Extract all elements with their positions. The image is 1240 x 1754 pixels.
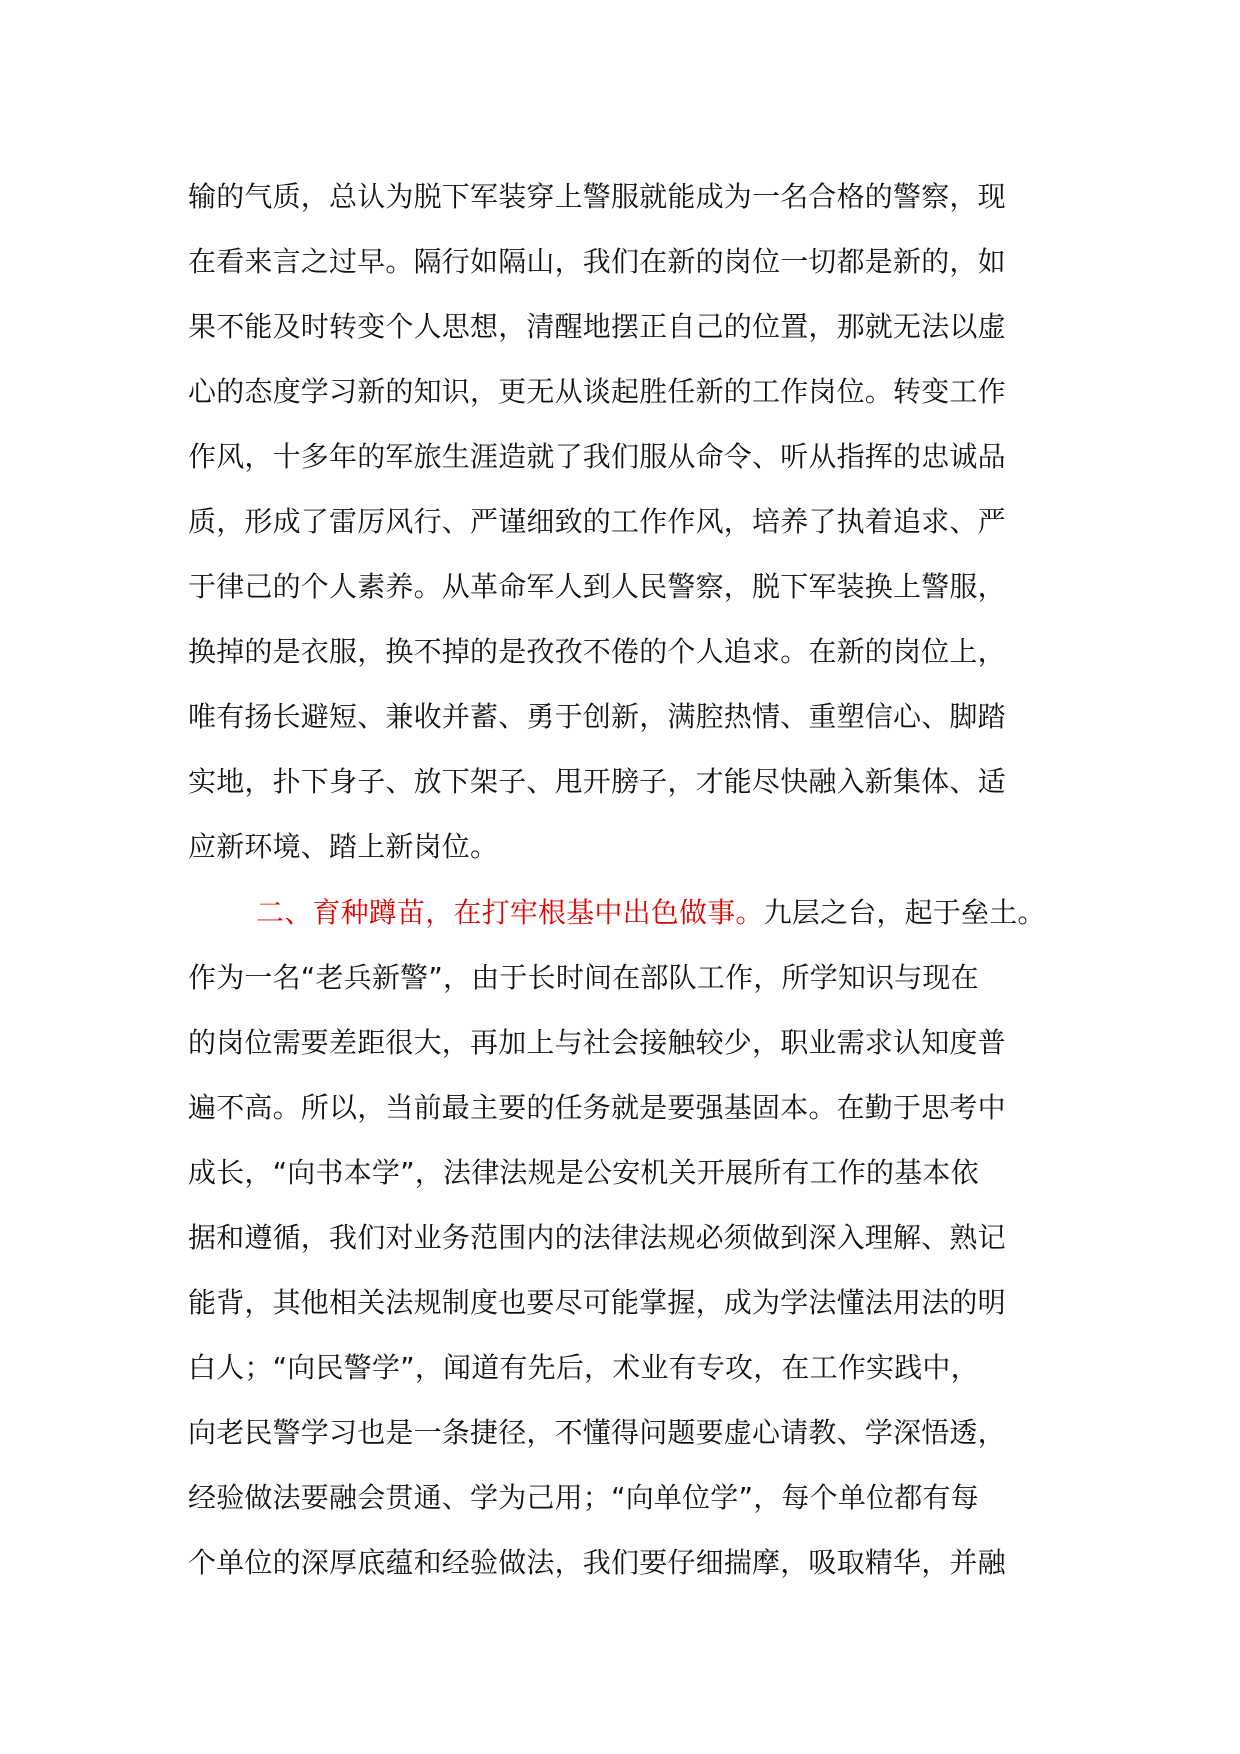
paragraph-line: 质，形成了雷厉风行、严谨细致的工作作风，培养了执着追求、严 xyxy=(188,505,1006,538)
paragraph-line: 白人；“向民警学”，闻道有先后，术业有专攻，在工作实践中， xyxy=(188,1351,979,1384)
section-heading: 二、育种蹲苗，在打牢根基中出色做事。 xyxy=(256,896,764,929)
paragraph-line: 实地，扑下身子、放下架子、甩开膀子，才能尽快融入新集体、适 xyxy=(188,765,1006,798)
paragraph-line: 能背，其他相关法规制度也要尽可能掌握，成为学法懂法用法的明 xyxy=(188,1286,1006,1319)
paragraph-line: 遍不高。所以，当前最主要的任务就是要强基固本。在勤于思考中 xyxy=(188,1091,1006,1124)
paragraph-line: 于律己的个人素养。从革命军人到人民警察，脱下军装换上警服， xyxy=(188,570,1006,603)
paragraph-line: 在看来言之过早。隔行如隔山，我们在新的岗位一切都是新的，如 xyxy=(188,245,1006,278)
paragraph-line: 作为一名“老兵新警”，由于长时间在部队工作，所学知识与现在 xyxy=(188,961,979,994)
paragraph-line: 经验做法要融会贯通、学为己用；“向单位学”，每个单位都有每 xyxy=(188,1481,979,1514)
paragraph-first-line xyxy=(188,880,1068,945)
paragraph-line: 成长，“向书本学”，法律法规是公安机关开展所有工作的基本依 xyxy=(188,1156,979,1189)
paragraph-line: 作风，十多年的军旅生涯造就了我们服从命令、听从指挥的忠诚品 xyxy=(188,440,1006,473)
paragraph-line: 向老民警学习也是一条捷径，不懂得问题要虚心请教、学深悟透， xyxy=(188,1416,1006,1449)
paragraph-2 xyxy=(188,880,1068,1595)
paragraph-1 xyxy=(188,164,1068,879)
paragraph-line: 的岗位需要差距很大，再加上与社会接触较少，职业需求认知度普 xyxy=(188,1026,1006,1059)
paragraph-line: 应新环境、踏上新岗位。 xyxy=(188,830,499,863)
paragraph-line-rest: 九层之台，起于垒土。 xyxy=(763,896,1046,929)
paragraph-line: 唯有扬长避短、兼收并蓄、勇于创新，满腔热情、重塑信心、脚踏 xyxy=(188,700,1006,733)
paragraph-line: 心的态度学习新的知识，更无从谈起胜任新的工作岗位。转变工作 xyxy=(188,375,1006,408)
paragraph-line: 换掉的是衣服，换不掉的是孜孜不倦的个人追求。在新的岗位上， xyxy=(188,635,1006,668)
paragraph-line: 输的气质，总认为脱下军装穿上警服就能成为一名合格的警察，现 xyxy=(188,180,1006,213)
paragraph-line: 个单位的深厚底蕴和经验做法，我们要仔细揣摩，吸取精华，并融 xyxy=(188,1546,1006,1579)
paragraph-line: 据和遵循，我们对业务范围内的法律法规必须做到深入理解、熟记 xyxy=(188,1221,1006,1254)
paragraph-line: 果不能及时转变个人思想，清醒地摆正自己的位置，那就无法以虚 xyxy=(188,310,1006,343)
